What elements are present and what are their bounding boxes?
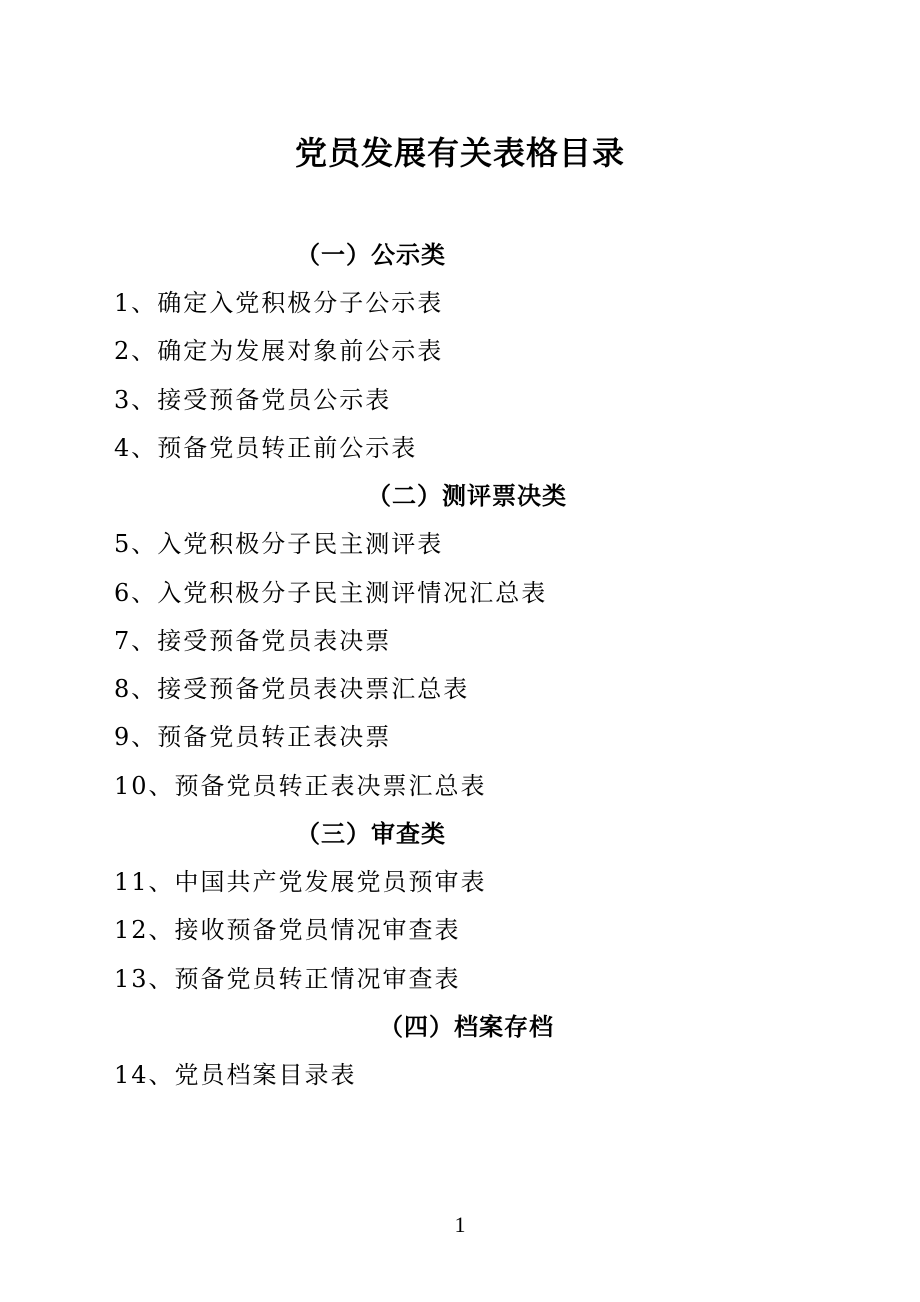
section-heading-voting: （二）测评票决类	[367, 481, 567, 510]
list-item: 6、入党积极分子民主测评情况汇总表	[114, 579, 548, 607]
list-item: 10、预备党员转正表决票汇总表	[114, 772, 487, 800]
list-item: 9、预备党员转正表决票	[114, 723, 392, 751]
page-number: 1	[454, 1212, 466, 1237]
section-heading-archive: （四）档案存档	[379, 1012, 554, 1041]
list-item: 2、确定为发展对象前公示表	[114, 337, 444, 365]
list-item: 8、接受预备党员表决票汇总表	[114, 675, 470, 703]
list-item: 4、预备党员转正前公示表	[114, 434, 418, 462]
list-item: 7、接受预备党员表决票	[114, 627, 392, 655]
list-item: 3、接受预备党员公示表	[114, 386, 392, 414]
list-item: 13、预备党员转正情况审查表	[114, 965, 461, 993]
list-item: 14、党员档案目录表	[114, 1061, 357, 1089]
page-title: 党员发展有关表格目录	[294, 134, 625, 172]
section-heading-review: （三）审查类	[296, 819, 446, 848]
section-heading-publicity: （一）公示类	[296, 240, 446, 269]
list-item: 11、中国共产党发展党员预审表	[114, 868, 487, 896]
list-item: 1、确定入党积极分子公示表	[114, 289, 444, 317]
list-item: 5、入党积极分子民主测评表	[114, 530, 444, 558]
list-item: 12、接收预备党员情况审查表	[114, 916, 461, 944]
